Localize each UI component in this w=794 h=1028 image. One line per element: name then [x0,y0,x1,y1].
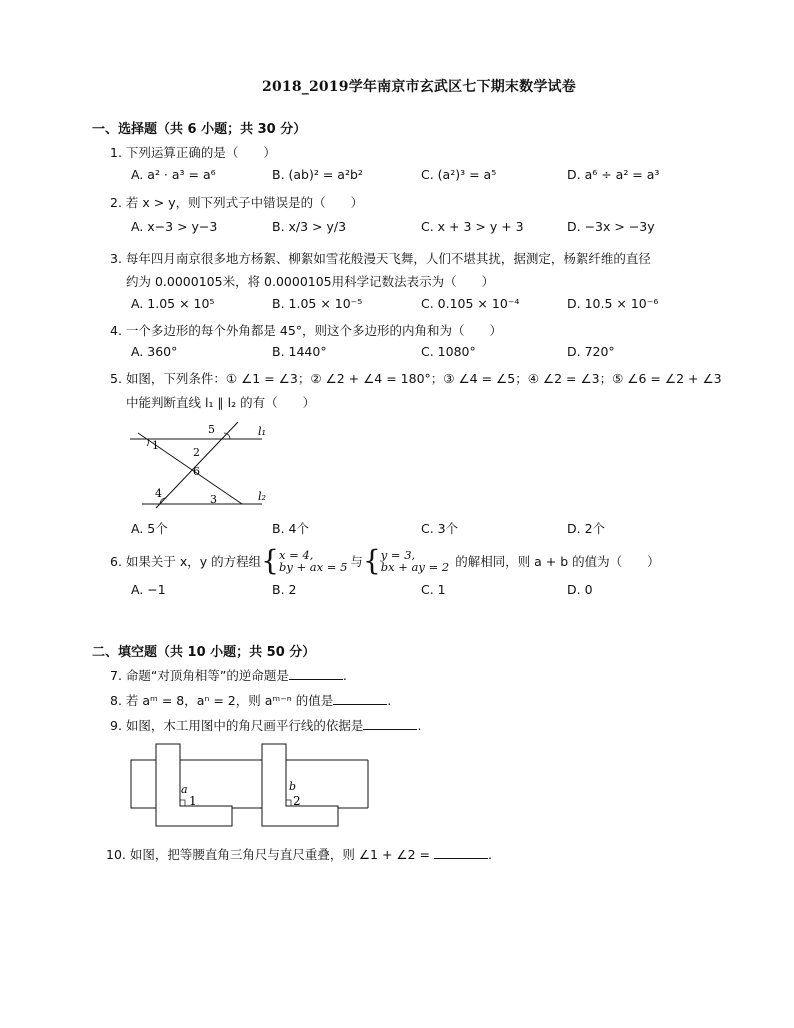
equation-1b: by + ax = 5 [279,560,348,574]
square-2 [262,744,338,826]
answer-blank[interactable] [333,692,387,705]
question-stem: 一个多边形的每个外角都是 45°，则这个多边形的内角和为（ ） [125,323,503,338]
equation-system-1 [279,549,347,573]
question-stem: 下列运算正确的是（ ） [125,145,276,160]
fig-label-4: 4 [155,487,162,500]
section-heading-choice: 一、选择题（共 6 小题；共 30 分） [92,122,307,137]
fig-label-2: 2 [193,446,200,459]
question-number: 7. [110,668,122,683]
question-number: 8. [110,693,122,708]
question-2 [110,193,363,211]
question-3-line2: 约为 0.0000105米，将 0.0000105用科学记数法表示为（ ） [126,274,495,289]
q1-option-c: C. (a²)³ = a⁵ [421,167,497,182]
q5-parallel-lines-figure [126,418,276,512]
question-stem-line1: 每年四月南京很多地方杨絮、柳絮如雪花般漫天飞舞，人们不堪其扰，据测定，杨絮纤维的直径 [125,251,651,266]
question-number: 5. [110,371,122,386]
question-4 [110,321,502,339]
period: . [387,693,392,708]
fig-label-1: 1 [189,794,197,808]
period: . [342,668,347,683]
q4-option-d: D. 720° [567,344,615,359]
fig-label-b: b [289,780,297,793]
question-stem: 如图，木工用图中的角尺画平行线的依据是 [125,718,364,733]
answer-blank[interactable] [363,717,417,730]
q6-option-d: D. 0 [567,582,593,597]
question-8 [110,691,391,709]
equation-2b: bx + ay = 2 [380,560,450,574]
section-heading-fill: 二、填空题（共 10 小题；共 50 分） [92,645,316,660]
question-10 [106,845,492,863]
fig-label-2: 2 [293,794,301,808]
q6-option-b: B. 2 [272,582,297,597]
ruler-left-part [131,760,156,808]
question-stem-post: 的解相同，则 a + b 的值为（ ） [455,554,660,569]
question-stem-line1: 如图，下列条件：① ∠1 = ∠3；② ∠2 + ∠4 = 180°；③ ∠4 = ∠5；④ ∠2 = ∠3；⑤ ∠6 = ∠2 + ∠3 [125,371,722,386]
q3-option-a: A. 1.05 × 10⁵ [131,296,215,311]
question-5-line2: 中能判断直线 l₁ ∥ l₂ 的有（ ） [126,395,316,410]
q1-option-d: D. a⁶ ÷ a² = a³ [567,167,660,182]
left-brace-icon: { [362,544,381,577]
q2-option-b: B. x/3 > y/3 [272,219,347,234]
question-stem: 命题“对顶角相等”的逆命题是 [125,668,289,683]
fig-label-6: 6 [193,465,200,478]
q3-option-d: D. 10.5 × 10⁻⁶ [567,296,659,311]
question-1 [110,143,276,161]
q2-option-c: C. x + 3 > y + 3 [421,219,524,234]
fig-label-1: 1 [152,439,159,452]
question-stem-pre: 如果关于 x，y 的方程组 [125,554,262,569]
q4-option-c: C. 1080° [421,344,476,359]
question-6 [110,545,660,577]
page-title: 2018_2019学年南京市玄武区七下期末数学试卷 [262,79,576,95]
question-number: 10. [106,847,126,862]
q1-option-a: A. a² · a³ = a⁶ [131,167,216,182]
q1-option-b: B. (ab)² = a²b² [272,167,363,182]
question-stem: 如图，把等腰直角三角尺与直尺重叠，则 ∠1 + ∠2 = [129,847,431,862]
q6-option-a: A. −1 [131,582,166,597]
q3-option-c: C. 0.105 × 10⁻⁴ [421,296,520,311]
question-number: 3. [110,251,122,266]
question-number: 1. [110,145,122,160]
period: . [488,847,493,862]
equation-1a: x = 4, [279,548,314,562]
question-number: 9. [110,718,122,733]
question-number: 6. [110,553,122,569]
q5-option-d: D. 2个 [567,521,606,536]
q5-option-b: B. 4个 [272,521,309,536]
question-3 [110,249,651,267]
q9-carpenter-square-figure [128,742,400,830]
answer-blank[interactable] [434,846,488,859]
q4-option-a: A. 360° [131,344,178,359]
q5-option-a: A. 5个 [131,521,168,536]
q6-option-c: C. 1 [421,582,446,597]
answer-blank[interactable] [289,667,343,680]
q5-option-c: C. 3个 [421,521,459,536]
left-brace-icon: { [261,544,279,577]
question-number: 4. [110,323,122,338]
fig-label-5: 5 [208,423,215,436]
q2-option-d: D. −3x > −3y [567,219,655,234]
fig-label-3: 3 [210,493,217,506]
fig-label-a: a [181,783,188,796]
question-stem: 若 x > y，则下列式子中错误是的（ ） [125,195,364,210]
equation-2a: y = 3, [380,548,416,562]
q4-option-b: B. 1440° [272,344,327,359]
question-7 [110,666,347,684]
question-9 [110,716,421,734]
period: . [417,718,422,733]
fig-label-l2: l₂ [258,490,266,503]
equation-system-2 [381,549,449,573]
q2-option-a: A. x−3 > y−3 [131,219,218,234]
question-number: 2. [110,195,122,210]
fig-label-l1: l₁ [258,425,266,438]
question-stem: 若 aᵐ = 8，aⁿ = 2，则 aᵐ⁻ⁿ 的值是 [125,693,334,708]
question-5 [110,369,722,387]
square-1 [156,744,232,826]
q3-option-b: B. 1.05 × 10⁻⁵ [272,296,363,311]
question-stem-mid: 与 [350,554,363,569]
